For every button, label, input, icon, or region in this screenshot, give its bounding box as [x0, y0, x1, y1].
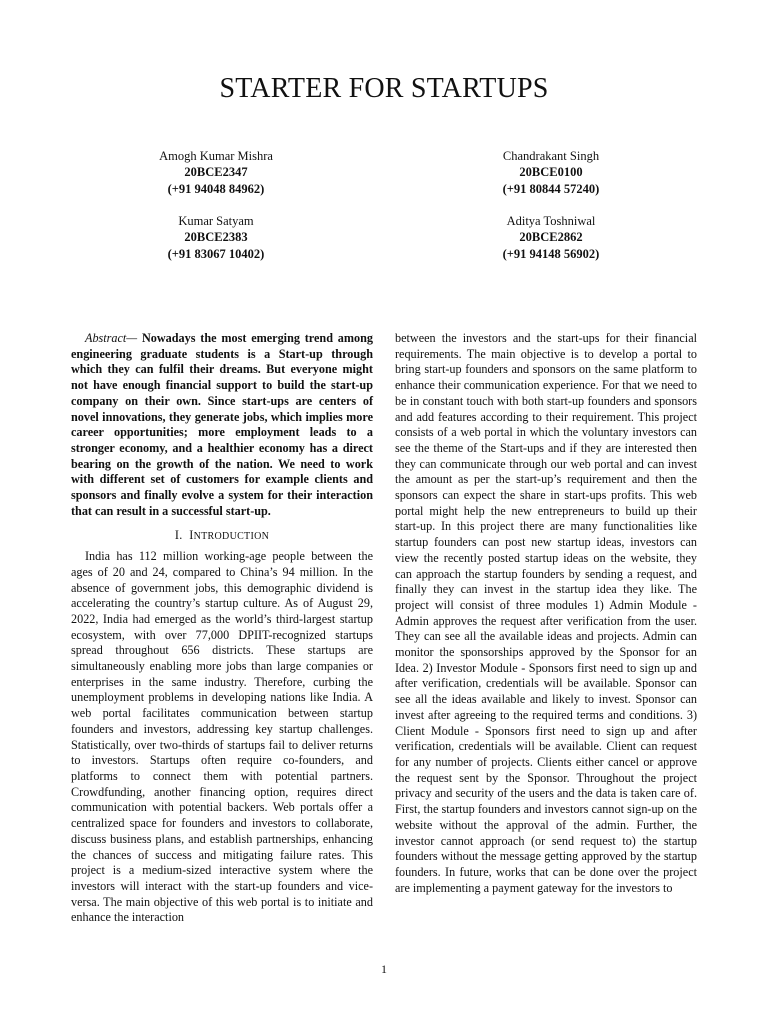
section-title-initial: I — [189, 528, 194, 543]
section-number: I. — [174, 528, 183, 543]
abstract — [71, 331, 373, 519]
author-block — [96, 148, 336, 197]
author-name: Amogh Kumar Mishra — [159, 149, 273, 163]
section-heading — [71, 528, 373, 545]
body-paragraph: between the investors and the start-ups for their financial requirements. The main objective is to develop a portal to bring start-up founders and sponsors on the same platform to enhance their communication experience. For that we need to be in constant touch with both start-up founders and sponsors and add features according to their requirement. This project consists of a web portal in which the voluntary investors can see the theme of the Start-ups and if they are interested then they can communicate through our web portal and can invest the amount as per the start-up’s requirement and then the sponsors can expect the share in start-ups profits. This web portal might help the new entrepreneurs to build up their start-up. In this project there are many functionalities like startup founders can post new startup ideas, investors can view the recently posted startup ideas on the website, they can approach the startup founders by sending a request, and finally they can invest in the startup idea they like. The project will consist of three modules 1) Admin Module - Admin approves the request after verification from the user. They can see all the available ideas and projects. Admin can monitor the sponsorships approved by the Sponsor for an Idea. 2) Investor Module - Sponsors first need to sign up and after verification, credentials will be available. Sponsor can see all the ideas available and likely to invest. Sponsor can invest after agreeing to the required terms and conditions. 3) Client Module - Sponsors first need to sign up and after verification, credentials will be available. Client can request for any number of projects. Clients either cancel or approve the request sent by the Sponsor. Throughout the project privacy and security of the users and the data is taken care of. First, the startup founders and investors cannot sign-up on the website without the approval of the admin. Further, the investor cannot approach (or send request to) the startup founders without the message getting approved by the startup founders. In future, works that can be done over the project are implementing a payment gateway for the investors to — [395, 331, 697, 895]
abstract-text: Nowadays the most emerging trend among engineering graduate students is a Start-up through which they can fulfil their dreams. But everyone might not have enough financial support to build the start-up company on their own. Since start-ups are centers of novel innovations, they generate jobs, which implies more career opportunities; more employment leads to a stronger economy, and a healthier economy has a direct bearing on the growth of the nation. We need to work with different set of customers for example clients and sponsors and finally evolve a system for their interaction that can result in a successful start-up. — [71, 331, 373, 518]
right-column — [395, 331, 697, 896]
author-block — [431, 148, 671, 197]
author-phone: (+91 83067 10402) — [167, 246, 265, 261]
section-title-rest: NTRODUCTION — [193, 531, 270, 543]
intro-paragraph: India has 112 million working-age people between the ages of 20 and 24, compared to China’s 94 million. In the absence of government jobs, this demographic dividend is accelerating the country’s startup culture. As of August 29, 2022, India had emerged as the world’s third-largest startup ecosystem, with over 77,000 DPIIT-recognized startups spread throughout 656 districts. These startups are simultaneously enabling more jobs than large companies or enterprises in the same industry. Therefore, curbing the unemployment problems in developing nations like India. A web portal facilitates communication between startup founders and investors, addressing key startup challenges. Statistically, over two-thirds of startups fail to deliver returns to investors. Startups often require co-founders, and platforms to connect them with potential partners. Crowdfunding, another financing option, requires direct communication with potential backers. Web portals offer a centralized space for founders and investors to collaborate, discuss business plans, and establish partnerships, enhancing the chances of success and mitigating failure rates. This project is a medium-sized interactive system where the investors will interact with the start-up founders and vice-versa. The main objective of this web portal is to initiate and enhance the interaction — [71, 549, 373, 925]
paper-title: STARTER FOR STARTUPS — [219, 73, 549, 104]
author-phone: (+91 80844 57240) — [502, 181, 600, 196]
left-column — [71, 331, 373, 926]
abstract-lead: Abstract— — [85, 331, 138, 345]
author-name: Kumar Satyam — [178, 214, 254, 228]
author-id: 20BCE2383 — [184, 230, 248, 245]
author-block — [431, 213, 671, 262]
author-name: Aditya Toshniwal — [506, 214, 596, 228]
author-id: 20BCE2347 — [184, 165, 248, 180]
author-name: Chandrakant Singh — [502, 149, 600, 163]
author-id: 20BCE2862 — [519, 230, 583, 245]
author-block — [96, 213, 336, 262]
author-phone: (+91 94048 84962) — [167, 181, 265, 196]
author-phone: (+91 94148 56902) — [502, 246, 600, 261]
page-number: 1 — [381, 962, 387, 976]
author-id: 20BCE0100 — [519, 165, 583, 180]
